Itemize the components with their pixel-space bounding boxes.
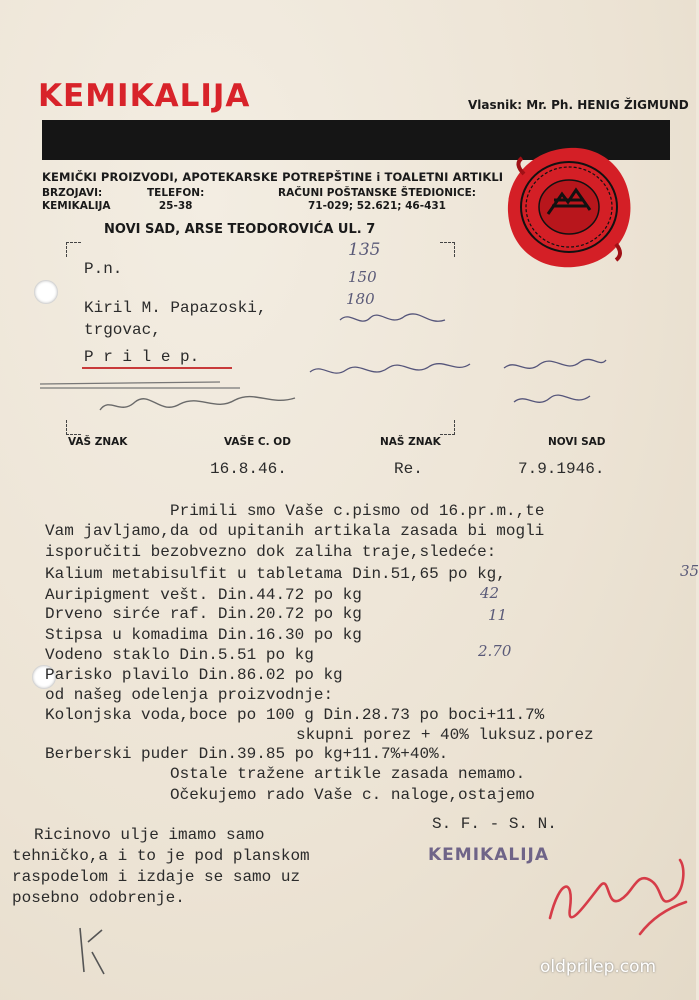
your-date-label: VAŠE C. OD [224, 436, 291, 448]
your-sign-label: VAŠ ZNAK [68, 436, 128, 448]
margin-note-135: 135 [348, 240, 381, 260]
window-corner-tl [66, 242, 81, 257]
item-line-8: Berberski puder Din.39.85 po kg+11.7%+40%. [45, 745, 449, 763]
pencil-right-scribble [500, 352, 610, 418]
item-line-4: Stipsa u komadima Din.16.30 po kg [45, 626, 362, 644]
margin-note-180: 180 [346, 290, 375, 308]
recipient-salutation: P.n. [84, 260, 123, 278]
window-corner-br [440, 420, 455, 435]
item-line-5: Vodeno staklo Din.5.51 po kg [45, 646, 314, 664]
signoff: S. F. - S. N. [432, 815, 557, 833]
window-corner-tr [440, 242, 455, 257]
note-line-4: posebno odobrenje. [12, 889, 185, 907]
body-line-unavailable: Ostale tražene artikle zasada nemamo. [170, 765, 526, 783]
brand-name: KEMIKALIJA [38, 78, 251, 114]
our-sign-value: Re. [394, 460, 423, 478]
recipient-occupation: trgovac, [84, 321, 161, 339]
owner-line: Vlasnik: Mr. Ph. HENIG ŽIGMUND [468, 98, 689, 112]
margin-note-35: 35 [680, 562, 699, 580]
margin-note-270: 2.70 [478, 642, 512, 660]
company-stamp: KEMIKALIJA [428, 845, 549, 865]
phone-value: 25-38 [158, 200, 193, 212]
recipient-name: Kiril M. Papazoski, [84, 299, 267, 317]
your-date-value: 16.8.46. [210, 460, 287, 478]
pencil-mark-icon [74, 922, 110, 978]
pencil-strike-scribble [40, 376, 310, 426]
watermark: oldprilep.com [540, 957, 657, 977]
note-line-1: Ricinovo ulje imamo samo [34, 826, 265, 844]
note-line-3: raspodelom i izdaje se samo uz [12, 868, 301, 886]
company-subtitle: KEMIČKI PROIZVODI, APOTEKARSKE POTREPŠTINE i TOALETNI ARTIKLI [42, 170, 504, 184]
item-line-2: Auripigment vešt. Din.44.72 po kg [45, 586, 362, 604]
item-line-7: Kolonjska voda,boce po 100 g Din.28.73 po boci+11.7% [45, 706, 545, 724]
company-address: NOVI SAD, ARSE TEODOROVIĆA UL. 7 [104, 222, 376, 237]
body-line-3: isporučiti bezobvezno dok zaliha traje,sledeće: [45, 543, 497, 561]
item-line-6: Parisko plavilo Din.86.02 po kg [45, 666, 343, 684]
punch-hole-top [34, 280, 58, 304]
red-signature-icon [540, 838, 690, 948]
accounts-label: RAČUNI POŠTANSKE ŠTEDIONICE: [278, 187, 476, 199]
item-line-7-tax: skupni porez + 40% luksuz.porez [296, 726, 594, 744]
body-line-1: Primili smo Vaše c.pismo od 16.pr.m.,te [170, 502, 545, 520]
our-sign-label: NAŠ ZNAK [380, 436, 441, 448]
phone-block [147, 187, 204, 213]
city-underline [82, 367, 232, 369]
body-line-production: od našeg odelenja proizvodnje: [45, 686, 334, 704]
accounts-block [278, 187, 476, 213]
place-date-value: 7.9.1946. [518, 460, 605, 478]
telegram-value: KEMIKALIJA [42, 200, 111, 212]
body-line-closing: Očekujemo rado Vaše c. naloge,ostajemo [170, 786, 535, 804]
phone-label: TELEFON: [147, 187, 205, 199]
margin-note-150: 150 [348, 268, 377, 286]
pencil-notes-scribble [310, 300, 480, 390]
accounts-value: 71-029; 52.621; 46-431 [307, 200, 446, 212]
recipient-city: P r i l e p. [84, 348, 200, 366]
place-label: NOVI SAD [548, 436, 606, 448]
margin-note-11: 11 [488, 606, 508, 624]
wax-seal-icon [504, 144, 634, 270]
body-line-2: Vam javljamo,da od upitanih artikala zasada bi mogli [45, 522, 545, 540]
item-line-1: Kalium metabisulfit u tabletama Din.51,65 po kg, [45, 565, 506, 583]
telegram-block [42, 187, 111, 213]
note-line-2: tehničko,a i to je pod planskom [12, 847, 310, 865]
margin-note-42: 42 [480, 584, 500, 602]
telegram-label: BRZOJAVI: [42, 187, 103, 199]
item-line-3: Drveno sirće raf. Din.20.72 po kg [45, 605, 362, 623]
